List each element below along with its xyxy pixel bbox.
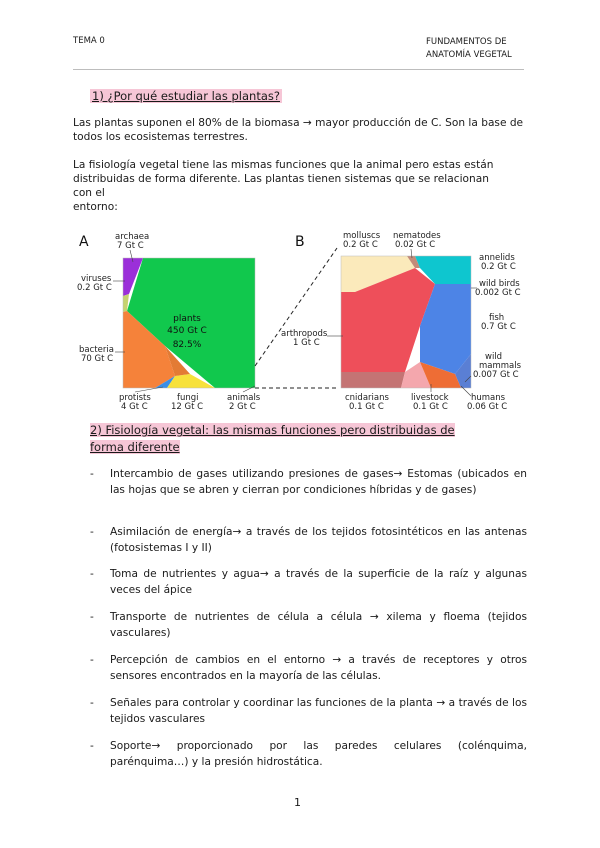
annelids-value: 0.2 Gt C [481,262,516,272]
cnidarians-value: 0.1 Gt C [349,402,384,412]
fungi-value: 12 Gt C [171,402,204,412]
nematodes-value: 0.02 Gt C [395,240,436,250]
cnidarians-region [341,372,405,388]
wild-mammals-value: 0.007 Gt C [473,370,519,380]
molluscs-value: 0.2 Gt C [343,240,378,250]
page-number: 1 [294,796,301,809]
header-subject [426,36,512,62]
nematodes-label: nematodes [393,231,441,241]
list-item: - Asimilación de energía→ a través de los tejidos fotosintéticos en las antenas (fotosistemas I y II) [90,526,527,554]
animals-label: animals [227,393,261,403]
header-topic: TEMA 0 [73,36,105,46]
livestock-value: 0.1 Gt C [413,402,448,412]
protists-value: 4 Gt C [121,402,148,412]
arthropods-value: 1 Gt C [293,338,320,348]
archaea-value: 7 Gt C [117,241,144,251]
humans-label: humans [471,393,506,403]
fish-label: fish [489,313,505,323]
section1-paragraph1: Las plantas suponen el 80% de la biomasa → mayor producción de C. Son la base de todos los ecosistemas terrestres. [73,117,524,143]
wild-birds-label: wild birds [479,279,520,289]
header-divider [73,69,524,70]
viruses-label: viruses [81,274,112,284]
list-item: - Soporte→ proporcionado por las paredes celulares (colénquima, parénquima…) y la presión hidrostática. [90,740,527,768]
header-subject-line2: ANATOMÍA VEGETAL [426,50,512,60]
plants-percent: 82.5% [172,340,202,350]
section1-paragraph2: La fisiología vegetal tiene las mismas funciones que la animal pero estas están distribuidas de forma diferente. Las plantas tienen sistemas que se relacionan con el entorno: [73,159,494,213]
protists-label: protists [119,393,151,403]
plants-label: plants [173,314,201,324]
list-item: - Señales para controlar y coordinar las funciones de la planta → a través de los tejidos vasculares [90,697,527,725]
bacteria-value: 70 Gt C [81,354,114,364]
list-item: - Toma de nutrientes y agua→ a través de la superficie de la raíz y algunas veces del ápice [90,568,527,596]
header-subject-line1: FUNDAMENTOS DE [426,37,507,47]
humans-value: 0.06 Gt C [467,402,508,412]
fungi-label: fungi [177,393,199,403]
section2-title: 2) Fisiología vegetal: las mismas funciones pero distribuidas de forma diferente [90,423,455,454]
wild-mammals-label-2: mammals [479,361,522,371]
list-item: - Intercambio de gases utilizando presiones de gases→ Estomas (ubicados en las hojas que se abren y cierran por condiciones híbridas y de gases) [90,468,527,496]
livestock-label: livestock [411,393,449,403]
list-item: - Percepción de cambios en el entorno → a través de receptores y otros sensores encontrados en la mayoría de las células. [90,654,527,682]
wild-mammals-label-1: wild [485,352,503,362]
wild-birds-value: 0.002 Gt C [475,288,521,298]
biomass-figure [75,226,525,416]
cnidarians-label: cnidarians [345,393,389,403]
panel-a-label: A [79,234,89,250]
bacteria-label: bacteria [79,345,114,355]
archaea-label: archaea [115,232,150,242]
arthropods-label: arthropods [281,329,328,339]
list-item: - Transporte de nutrientes de célula a célula → xilema y floema (tejidos vasculares) [90,611,527,639]
panel-b-label: B [295,234,305,250]
viruses-value: 0.2 Gt C [77,283,112,293]
molluscs-label: molluscs [343,231,381,241]
panel-b-treemap [341,256,471,388]
animals-value: 2 Gt C [229,402,256,412]
fish-value: 0.7 Gt C [481,322,516,332]
plants-value: 450 Gt C [167,326,207,336]
section1-title: 1) ¿Por qué estudiar las plantas? [92,89,280,103]
annelids-label: annelids [479,253,515,263]
